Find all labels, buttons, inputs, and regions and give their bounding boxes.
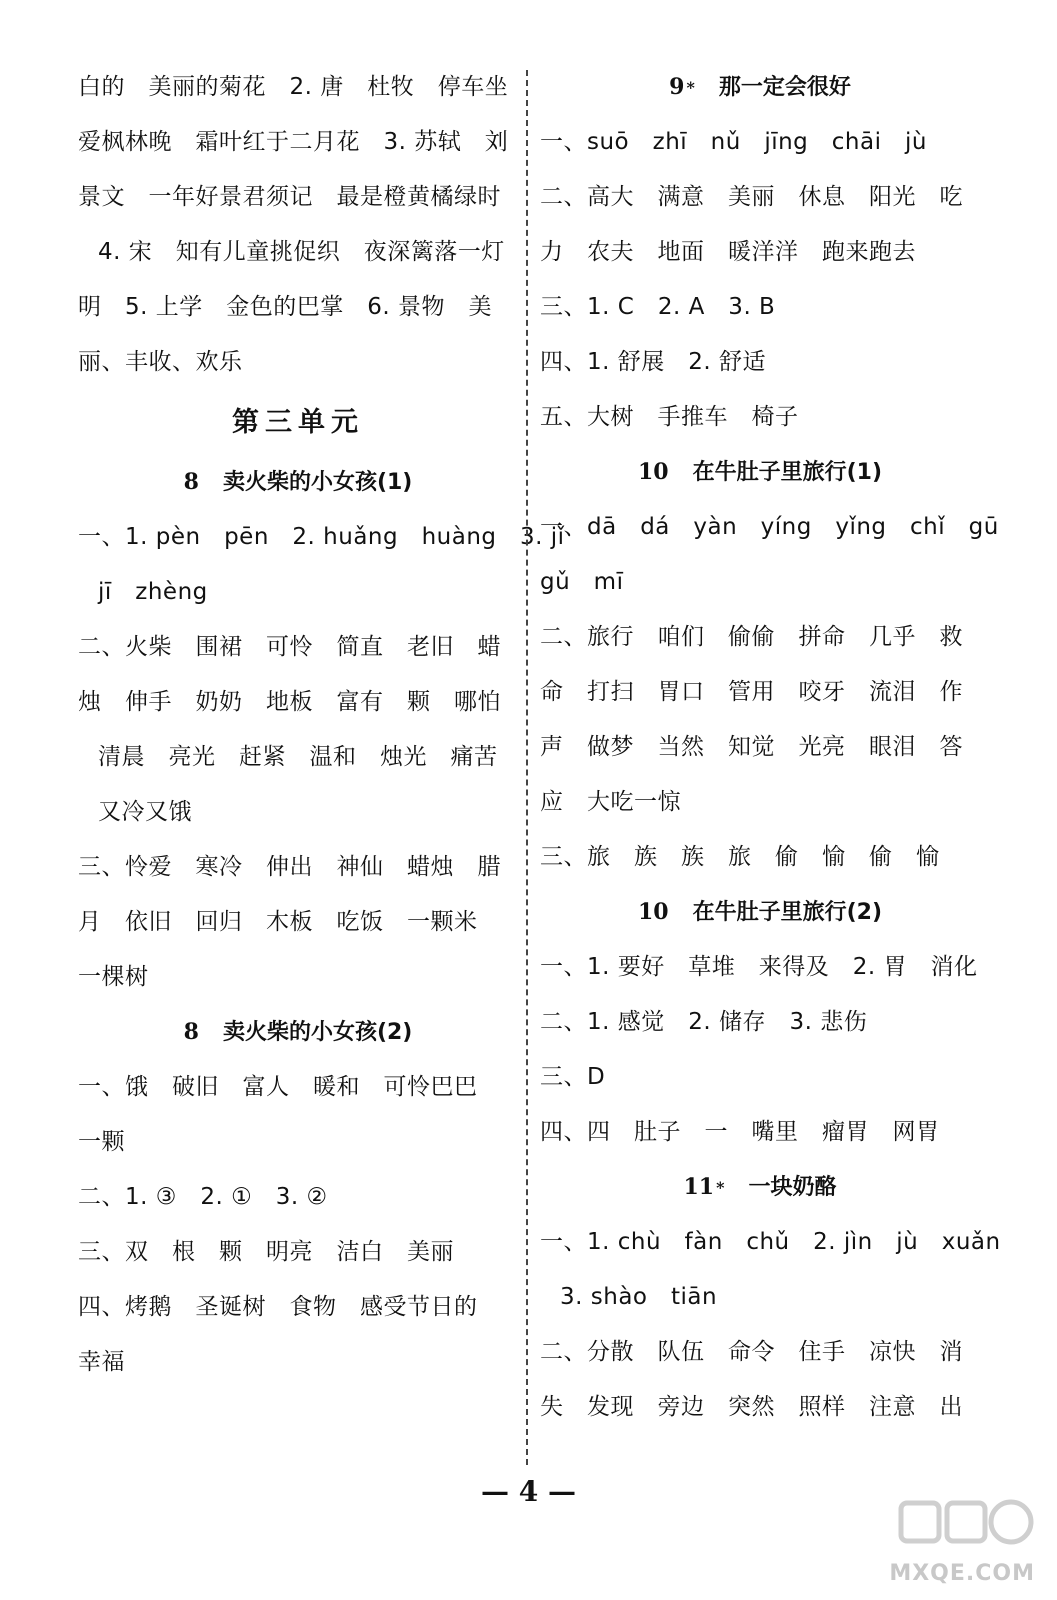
lesson-heading	[78, 455, 518, 510]
lesson-number-value: 10	[637, 459, 669, 485]
lesson-number	[184, 1019, 199, 1045]
answer-line: 声 做梦 当然 知觉 光亮 眼泪 答	[540, 734, 963, 760]
answer-line: 丽、丰收、欢乐	[78, 349, 243, 375]
answer-line: 爱枫林晚 霜叶红于二月花 3. 苏轼 刘	[78, 129, 509, 155]
answer-line: 清晨 亮光 赶紧 温和 烛光 痛苦	[98, 744, 498, 770]
lesson-number	[683, 1174, 724, 1200]
optional-lesson-mark: *	[686, 78, 695, 97]
answer-line: 二、1. ③ 2. ① 3. ②	[78, 1184, 328, 1210]
lesson-title: 在牛肚子里旅行(1)	[692, 460, 883, 485]
answer-line: 烛 伸手 奶奶 地板 富有 颗 哪怕	[78, 689, 501, 715]
answer-line: 二、旅行 咱们 偷偷 拼命 几乎 救	[540, 624, 963, 650]
lesson-heading	[540, 885, 980, 940]
lesson-number-value: 9	[669, 74, 685, 100]
answer-line: jī zhèng	[98, 579, 208, 605]
watermark	[889, 1495, 1035, 1590]
answer-line: 三、D	[540, 1064, 606, 1090]
lesson-number	[638, 459, 669, 485]
answer-line: 一、dā dá yàn yíng yǐng chǐ gū	[540, 514, 999, 540]
lesson-title: 卖火柴的小女孩(2)	[222, 1020, 413, 1045]
answer-line: 一颗	[78, 1129, 125, 1155]
answer-line: 四、1. 舒展 2. 舒适	[540, 349, 767, 375]
answer-line: 白的 美丽的菊花 2. 唐 杜牧 停车坐	[78, 74, 509, 100]
answer-line: 三、旅 族 族 旅 偷 愉 偷 愉	[540, 844, 940, 870]
lesson-number-value: 10	[637, 899, 669, 925]
right-column	[540, 60, 1001, 1435]
page-number: — 4 —	[481, 1475, 576, 1508]
answer-line: 一、饿 破旧 富人 暖和 可怜巴巴	[78, 1074, 478, 1100]
lesson-title: 卖火柴的小女孩(1)	[222, 470, 413, 495]
answer-line: 三、怜爱 寒冷 伸出 神仙 蜡烛 腊	[78, 854, 501, 880]
answer-line: 幸福	[78, 1349, 125, 1375]
answer-line: gǔ mī	[540, 569, 624, 595]
lesson-number	[638, 899, 669, 925]
answer-line: 三、1. C 2. A 3. B	[540, 294, 776, 320]
answer-line: 一、1. pèn pēn 2. huǎng huàng 3. jǐ	[78, 524, 565, 550]
answer-line: 三、双 根 颗 明亮 洁白 美丽	[78, 1239, 454, 1265]
lesson-number-value: 8	[183, 469, 199, 495]
answer-line: 一棵树	[78, 964, 149, 990]
answer-line: 四、四 肚子 一 嘴里 瘤胃 网胃	[540, 1119, 940, 1145]
answer-line: 又冷又饿	[98, 799, 192, 825]
answer-line: 明 5. 上学 金色的巴掌 6. 景物 美	[78, 294, 493, 320]
left-column	[78, 60, 565, 1390]
watermark-logo-icon	[895, 1495, 1035, 1565]
lesson-title: 在牛肚子里旅行(2)	[692, 900, 883, 925]
answer-line: 4. 宋 知有儿童挑促织 夜深篱落一灯	[98, 239, 505, 265]
lesson-number-value: 8	[183, 1019, 199, 1045]
answer-line: 3. shào tiān	[560, 1284, 718, 1310]
answer-line: 二、高大 满意 美丽 休息 阳光 吃	[540, 184, 963, 210]
lesson-title: 一块奶酪	[748, 1175, 837, 1200]
lesson-number	[184, 469, 199, 495]
answer-line: 应 大吃一惊	[540, 789, 681, 815]
answer-line: 一、suō zhī nǔ jīng chāi jù	[540, 129, 927, 155]
lesson-heading	[78, 1005, 518, 1060]
answer-line: 四、烤鹅 圣诞树 食物 感受节日的	[78, 1294, 478, 1320]
answer-line: 月 依旧 回归 木板 吃饭 一颗米	[78, 909, 478, 935]
lesson-heading	[540, 60, 980, 115]
answer-line: 二、分散 队伍 命令 住手 凉快 消	[540, 1339, 963, 1365]
lesson-number	[669, 74, 695, 100]
lesson-heading	[540, 445, 980, 500]
answer-line: 失 发现 旁边 突然 照样 注意 出	[540, 1394, 963, 1420]
answer-line: 二、1. 感觉 2. 储存 3. 悲伤	[540, 1009, 868, 1035]
optional-lesson-mark: *	[716, 1178, 725, 1197]
answer-line: 力 农夫 地面 暖洋洋 跑来跑去	[540, 239, 916, 265]
lesson-heading	[540, 1160, 980, 1215]
column-divider	[526, 70, 528, 1465]
lesson-title: 那一定会很好	[718, 75, 851, 100]
answer-line: 命 打扫 胃口 管用 咬牙 流泪 作	[540, 679, 963, 705]
unit-title: 第三单元	[232, 407, 364, 438]
answer-line: 五、大树 手推车 椅子	[540, 404, 799, 430]
answer-line: 景文 一年好景君须记 最是橙黄橘绿时	[78, 184, 501, 210]
answer-line: 一、1. chù fàn chǔ 2. jìn jù xuǎn	[540, 1229, 1001, 1255]
lesson-number-value: 11	[683, 1174, 715, 1200]
watermark-text: MXQE.COM	[889, 1561, 1035, 1586]
answer-line: 二、火柴 围裙 可怜 简直 老旧 蜡	[78, 634, 501, 660]
answer-line: 一、1. 要好 草堆 来得及 2. 胃 消化	[540, 954, 978, 980]
